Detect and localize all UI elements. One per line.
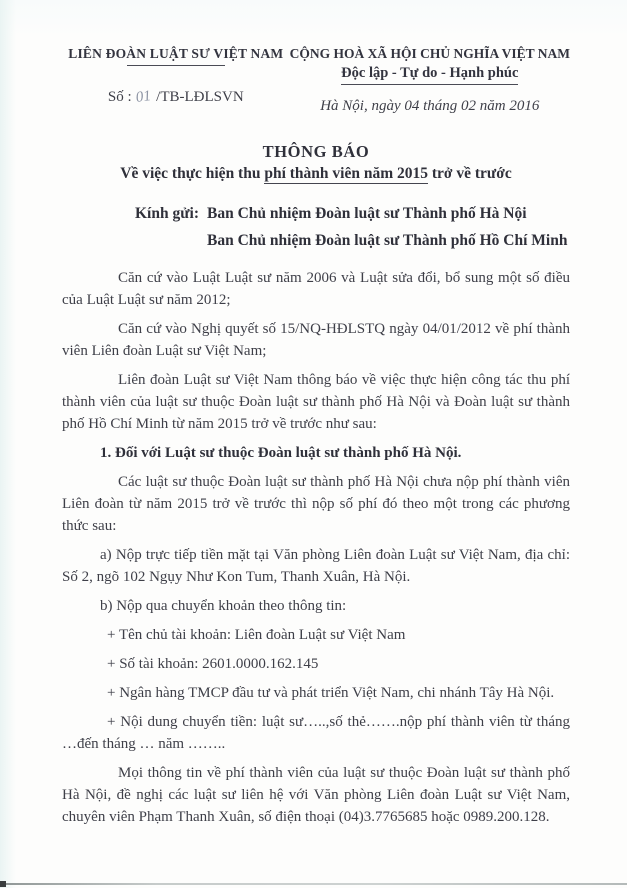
recipient-line-1: Ban Chủ nhiệm Đoàn luật sư Thành phố Hà Nội <box>207 205 527 222</box>
subject-suffix: trở về trước <box>428 165 512 182</box>
subject-prefix: Về việc thực hiện thu <box>120 165 265 182</box>
place-and-date: Hà Nội, ngày 04 tháng 02 năm 2016 <box>320 98 540 114</box>
header-issuing-org <box>62 46 290 115</box>
paragraph-contact-info: Mọi thông tin về phí thành viên của luật sư thuộc Đoàn luật sư thành phố Hà Nội, đề nghị các luật sư liên hệ với Văn phòng Liên đoàn Luật sư Việt Nam, chuyên viên Phạm Thanh Xuân, số điện thoại (04)3.7765685 hoặc 0989.200.128. <box>62 765 570 825</box>
subject-underlined-phrase: phí thành viên năm 2015 <box>264 165 429 182</box>
document-number-suffix: /TB-LĐLSVN <box>156 89 244 105</box>
recipient-line-2: Ban Chủ nhiệm Đoàn luật sư Thành phố Hồ Chí Minh <box>207 232 568 249</box>
payment-method-a: a) Nộp trực tiếp tiền mặt tại Văn phòng Liên đoàn Luật sư Việt Nam, địa chỉ: Số 2, ngõ 102 Ngụy Như Kon Tum, Thanh Xuân, Hà Nội. <box>62 547 570 585</box>
document-subject <box>62 165 570 183</box>
national-motto-line2: Độc lập - Tự do - Hạnh phúc <box>341 65 518 85</box>
scanner-corner-mark <box>0 881 6 887</box>
paragraph-announcement: Liên đoàn Luật sư Việt Nam thông báo về việc thực hiện công tác thu phí thành viên của luật sư thuộc Đoàn luật sư thành phố Hà Nội và Đoàn luật sư thành phố Hồ Chí Minh từ năm 2015 trở về trước như sau: <box>62 372 570 432</box>
section-1-heading: 1. Đối với Luật sư thuộc Đoàn luật sư thành phố Hà Nội. <box>100 445 462 461</box>
national-motto-line1: CỘNG HOÀ XÃ HỘI CHỦ NGHĨA VIỆT NAM <box>289 46 570 61</box>
document-body <box>62 267 570 828</box>
paragraph-legal-basis-2: Căn cứ vào Nghị quyết số 15/NQ-HĐLSTQ ngày 04/01/2012 về phí thành viên Liên đoàn Luật sư Việt Nam; <box>62 321 570 359</box>
recipient-list <box>207 200 567 254</box>
header-national-motto <box>290 46 570 115</box>
paragraph-section-1-intro: Các luật sư thuộc Đoàn luật sư thành phố Hà Nội chưa nộp phí thành viên Liên đoàn từ năm 2015 trở về trước thì nộp số phí đó theo một trong các phương thức sau: <box>62 474 570 534</box>
transfer-detail-account-name: + Tên chủ tài khoản: Liên đoàn Luật sư Việt Nam <box>107 627 406 643</box>
issuing-org-name: LIÊN ĐOÀN LUẬT SƯ VIỆT NAM <box>68 46 284 61</box>
transfer-detail-account-number: + Số tài khoản: 2601.0000.162.145 <box>107 656 319 672</box>
transfer-detail-bank: + Ngân hàng TMCP đầu tư và phát triển Việt Nam, chi nhánh Tây Hà Nội. <box>107 685 555 701</box>
document-number-line <box>62 89 290 106</box>
transfer-detail-memo: + Nội dung chuyển tiền: luật sư…..,số thẻ…….nộp phí thành viên từ tháng …đến tháng … năm …….. <box>62 714 570 752</box>
document-title: THÔNG BÁO <box>262 142 370 161</box>
org-name-underline <box>127 65 225 66</box>
payment-method-b: b) Nộp qua chuyển khoản theo thông tin: <box>100 598 347 614</box>
recipients-block <box>62 200 570 254</box>
title-block <box>62 142 570 183</box>
document-number-label: Số : <box>107 89 132 105</box>
document-number-handwritten: 01 <box>135 88 153 106</box>
salutation: Kính gửi: <box>135 205 199 222</box>
paragraph-legal-basis-1: Căn cứ vào Luật Luật sư năm 2006 và Luật sửa đổi, bổ sung một số điều của Luật Luật sư năm 2012; <box>62 270 570 308</box>
document-header <box>62 46 570 115</box>
scanner-edge-line <box>0 883 627 885</box>
